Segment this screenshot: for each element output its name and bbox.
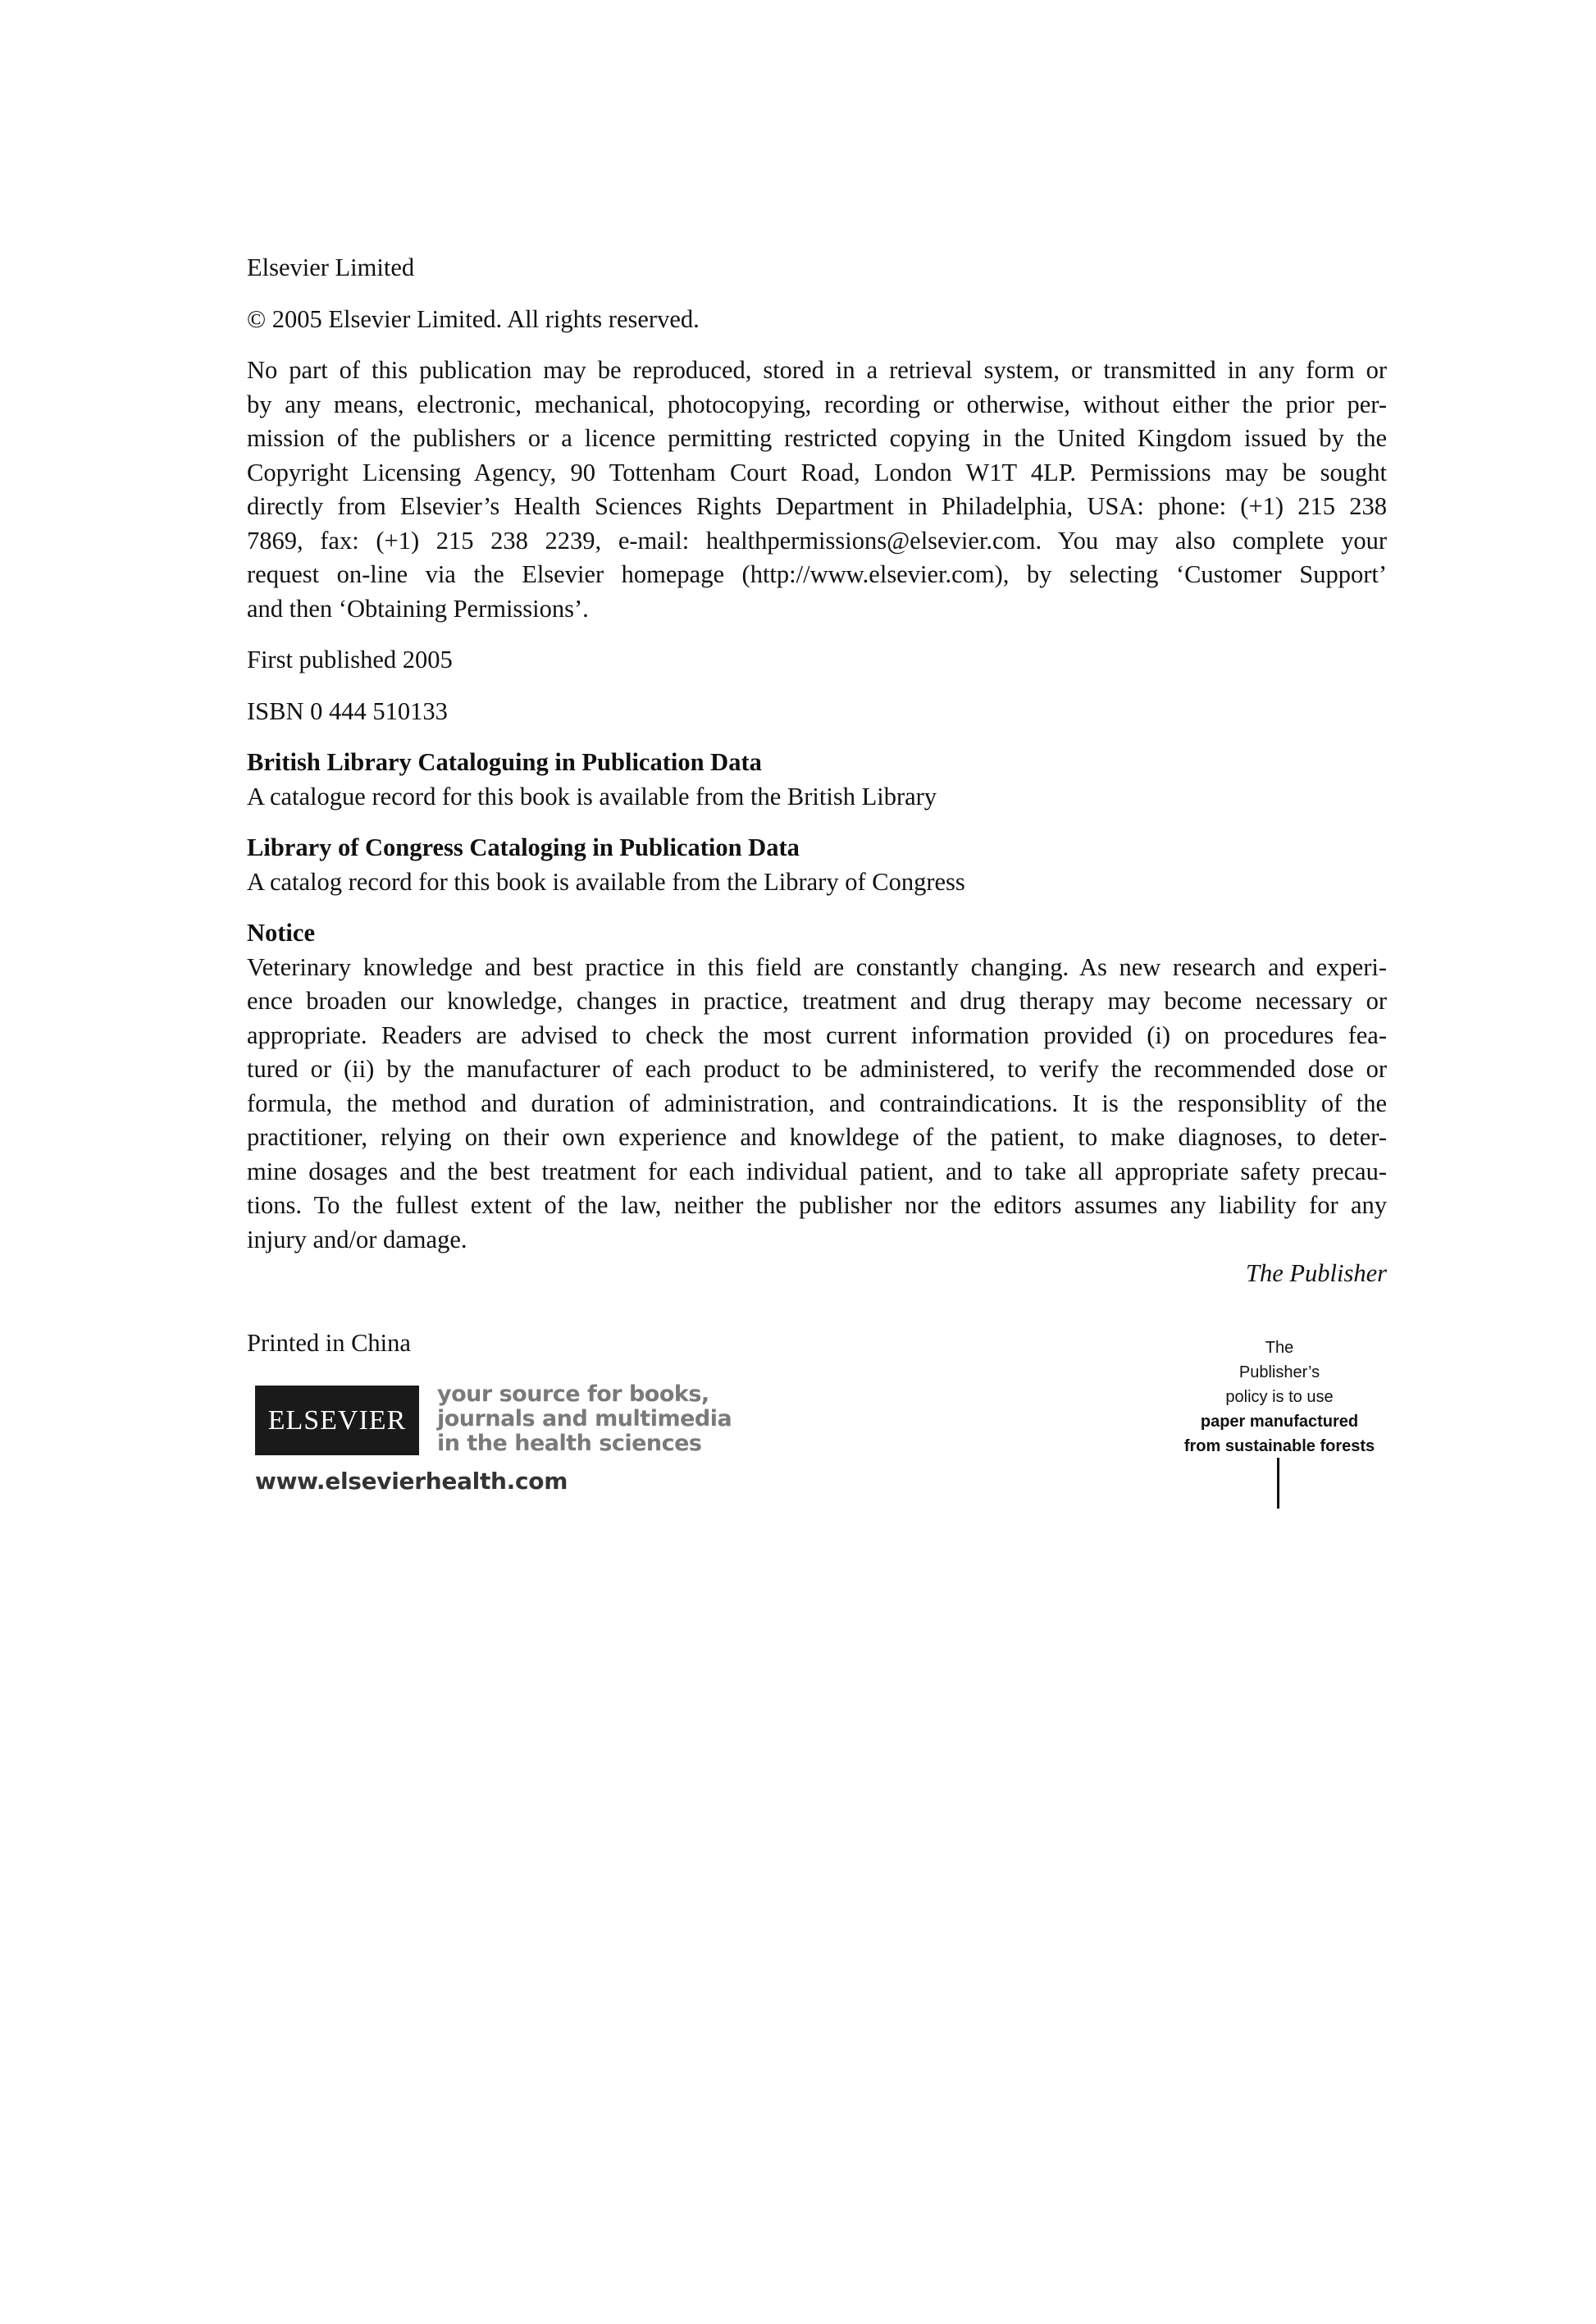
elsevier-logo-block xyxy=(255,1381,732,1509)
british-library-text: A catalogue record for this book is available from the British Library xyxy=(247,782,937,810)
british-library-section xyxy=(247,746,1387,814)
notice-heading: Notice xyxy=(247,919,315,947)
tagline-line: in the health sciences xyxy=(437,1431,702,1456)
notice-line: tions. To the fullest extent of the law, neither the publisher nor the editors assumes any liability for any xyxy=(247,1191,1387,1219)
notice-line: injury and/or damage. xyxy=(247,1225,467,1253)
isbn: ISBN 0 444 510133 xyxy=(247,696,448,725)
rights-line: Copyright Licensing Agency, 90 Tottenham Court Road, London W1T 4LP. Permissions may be sought xyxy=(247,458,1387,486)
notice-line: mine dosages and the best treatment for each individual patient, and to take all appropriate safety precau- xyxy=(247,1157,1387,1185)
library-of-congress-section xyxy=(247,831,1387,899)
forest-line-bold: from sustainable forests xyxy=(1183,1437,1375,1455)
rights-line: request on-line via the Elsevier homepage (http://www.elsevier.com), by selecting ‘Customer Support’ xyxy=(247,560,1387,588)
rights-line: and then ‘Obtaining Permissions’. xyxy=(247,594,589,623)
rights-line: No part of this publication may be reproduced, stored in a retrieval system, or transmitted in any form or xyxy=(247,356,1387,384)
british-library-heading: British Library Cataloguing in Publication Data xyxy=(247,748,762,776)
notice-paragraph xyxy=(247,951,1387,1258)
publisher-name: Elsevier Limited xyxy=(247,253,415,281)
website-link[interactable]: www.elsevierhealth.com xyxy=(255,1468,568,1495)
logo-tagline xyxy=(437,1382,732,1456)
rights-line: mission of the publishers or a licence permitting restricted copying in the United Kingdom issued by the xyxy=(247,424,1387,452)
forest-line: The xyxy=(1265,1339,1294,1357)
forest-line: policy is to use xyxy=(1225,1388,1334,1406)
printed-in: Printed in China xyxy=(247,1329,411,1357)
library-of-congress-text: A catalog record for this book is available from the Library of Congress xyxy=(247,867,965,896)
notice-line: practitioner, relying on their own experience and knowldege of the patient, to make diagnoses, to deter- xyxy=(247,1123,1387,1151)
copyright-page-text xyxy=(247,251,1387,1291)
first-published: First published 2005 xyxy=(247,646,453,673)
notice-line: tured or (ii) by the manufacturer of each product to be administered, to verify the recommended dose or xyxy=(247,1055,1387,1083)
notice-line: ence broaden our knowledge, changes in practice, treatment and drug therapy may become necessary or xyxy=(247,987,1387,1015)
tagline-line: journals and multimedia xyxy=(437,1406,732,1431)
tree-trunk-icon xyxy=(1277,1458,1279,1509)
elsevier-logo: ELSEVIER xyxy=(255,1386,419,1455)
forest-line-bold: paper manufactured xyxy=(1200,1413,1359,1431)
rights-line: 7869, fax: (+1) 215 238 2239, e-mail: healthpermissions@elsevier.com. You may also complete your xyxy=(247,526,1387,555)
notice-line: formula, the method and duration of administration, and contraindications. It is the responsiblity of the xyxy=(247,1089,1387,1117)
forest-line: Publisher’s xyxy=(1238,1363,1320,1381)
copyright-line: © 2005 Elsevier Limited. All rights reserved. xyxy=(247,304,700,333)
tagline-line: your source for books, xyxy=(437,1381,709,1407)
notice-line: Veterinary knowledge and best practice in this field are constantly changing. As new research and experi- xyxy=(247,952,1387,981)
rights-line: directly from Elsevier’s Health Sciences Rights Department in Philadelphia, USA: phone: (+1) 215 238 xyxy=(247,492,1387,520)
rights-line: by any means, electronic, mechanical, photocopying, recording or otherwise, without either the prior per- xyxy=(247,390,1387,418)
rights-paragraph xyxy=(247,354,1387,626)
publisher-signature: The Publisher xyxy=(1246,1259,1387,1287)
notice-section xyxy=(247,916,1387,1291)
notice-line: appropriate. Readers are advised to check the most current information provided (i) on procedures fea- xyxy=(247,1020,1387,1049)
sustainable-forests-note xyxy=(1165,1336,1394,1459)
library-of-congress-heading: Library of Congress Cataloging in Publication Data xyxy=(247,833,800,861)
